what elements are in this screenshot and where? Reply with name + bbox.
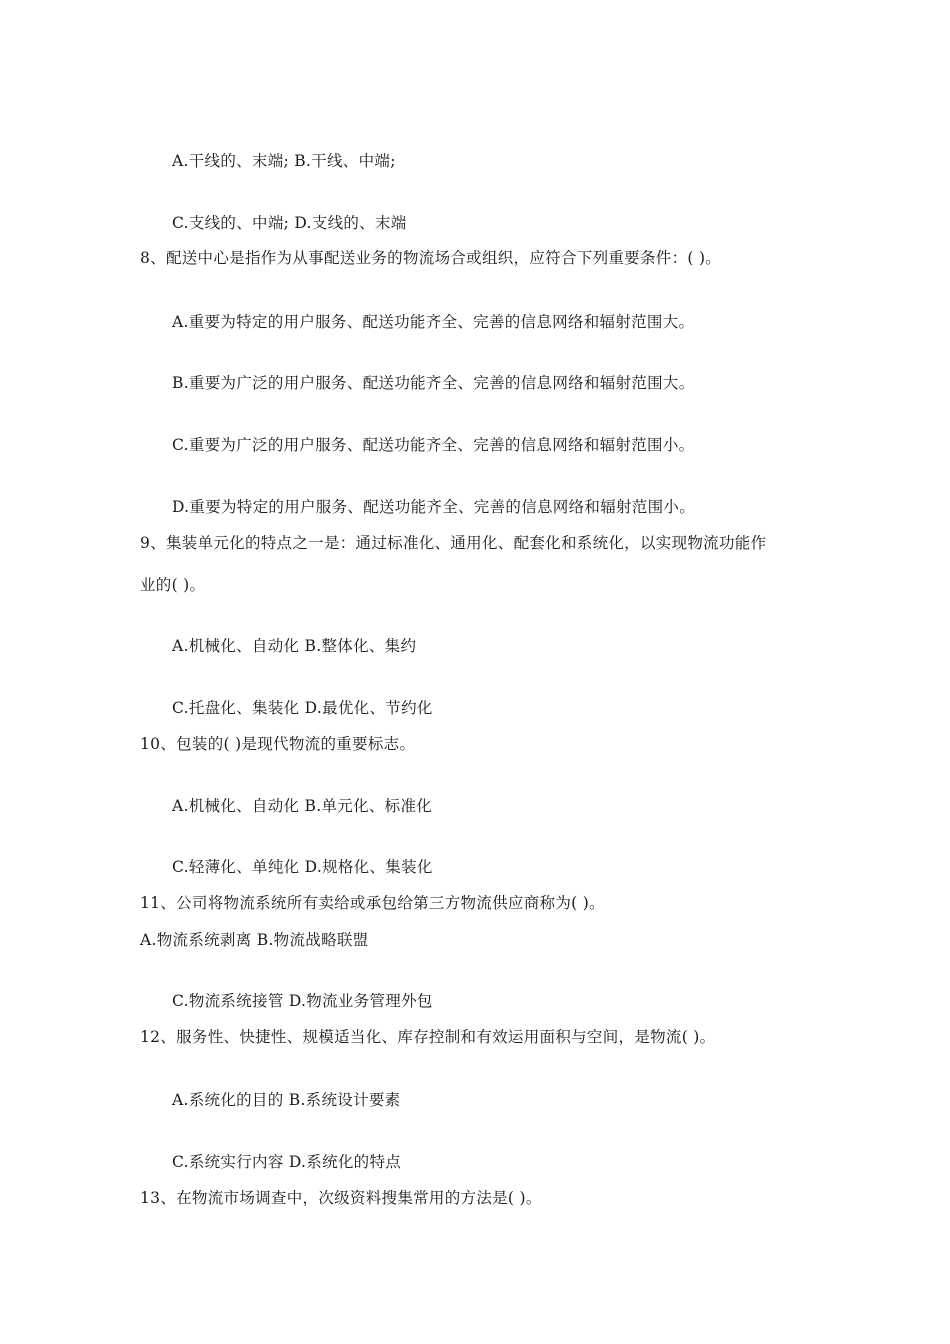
option-line-12ab: A.系统化的目的 B.系统设计要素	[172, 1091, 401, 1109]
option-line-8c: C.重要为广泛的用户服务、配送功能齐全、完善的信息网络和辐射范围小。	[172, 436, 695, 454]
option-line-11ab: A.物流系统剥离 B.物流战略联盟	[140, 931, 369, 949]
question-8: 8、配送中心是指作为从事配送业务的物流场合或组织，应符合下列重要条件：( )。	[140, 249, 722, 267]
option-line-8a: A.重要为特定的用户服务、配送功能齐全、完善的信息网络和辐射范围大。	[172, 313, 695, 331]
option-line-8b: B.重要为广泛的用户服务、配送功能齐全、完善的信息网络和辐射范围大。	[172, 374, 695, 392]
option-line-9ab: A.机械化、自动化 B.整体化、集约	[172, 637, 417, 655]
option-line-8d: D.重要为特定的用户服务、配送功能齐全、完善的信息网络和辐射范围小。	[172, 498, 696, 516]
question-11: 11、公司将物流系统所有卖给或承包给第三方物流供应商称为( )。	[140, 894, 605, 912]
option-line-10ab: A.机械化、自动化 B.单元化、标准化	[172, 797, 433, 815]
option-line-7cd: C.支线的、中端; D.支线的、末端	[172, 214, 407, 232]
option-line-11cd: C.物流系统接管 D.物流业务管理外包	[172, 992, 433, 1010]
option-line-10cd: C.轻薄化、单纯化 D.规格化、集装化	[172, 858, 433, 876]
option-line-9cd: C.托盘化、集装化 D.最优化、节约化	[172, 699, 433, 717]
question-12: 12、服务性、快捷性、规模适当化、库存控制和有效运用面积与空间，是物流( )。	[140, 1028, 716, 1046]
question-9: 9、集装单元化的特点之一是：通过标准化、通用化、配套化和系统化，以实现物流功能作	[140, 534, 767, 552]
question-10: 10、包装的( )是现代物流的重要标志。	[140, 735, 416, 753]
question-13: 13、在物流市场调查中，次级资料搜集常用的方法是( )。	[140, 1189, 542, 1207]
question-9-continued: 业的( )。	[140, 576, 206, 594]
option-line-7ab: A.干线的、末端; B.干线、中端;	[172, 152, 396, 170]
option-line-12cd: C.系统实行内容 D.系统化的特点	[172, 1153, 402, 1171]
